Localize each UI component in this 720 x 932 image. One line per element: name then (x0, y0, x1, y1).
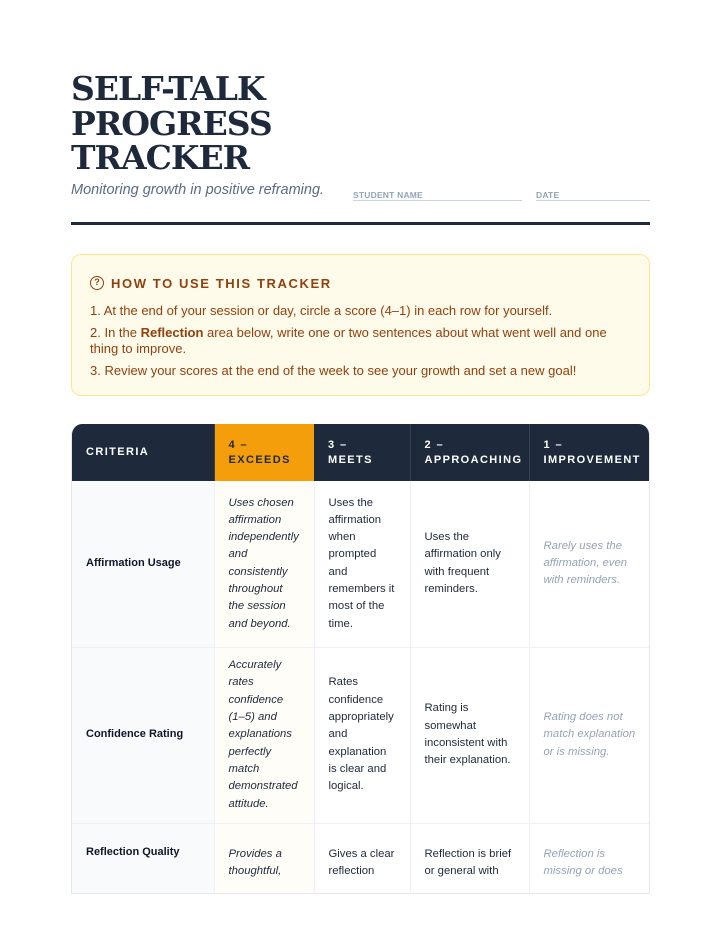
reflection-keyword: Reflection (140, 325, 204, 340)
score-2-cell[interactable]: Reflection is brief or general with (410, 823, 529, 894)
how-to-step: 1. At the end of your session or day, circle a score (4–1) in each row for yourself. (90, 303, 553, 318)
date-field[interactable] (536, 185, 650, 201)
score-2-cell[interactable]: Uses the affirmation only with frequent reminders. (410, 481, 529, 647)
table-row (72, 823, 650, 894)
header-exceeds: 4 – EXCEEDS (214, 424, 314, 481)
rubric-table (71, 424, 650, 894)
score-4-cell[interactable]: Accurately rates confidence (1–5) and explanations perfectly match demonstrated attitude. (214, 647, 314, 823)
how-to-steps (90, 303, 631, 379)
header-divider (71, 222, 650, 225)
how-to-box (71, 254, 650, 396)
table-row (72, 481, 650, 647)
header-approaching: 2 – APPROACHING (410, 424, 529, 481)
how-to-title: HOW TO USE THIS TRACKER (111, 275, 332, 291)
table-row (72, 647, 650, 823)
date-label: DATE (536, 190, 560, 200)
question-circle-icon: ? (90, 276, 104, 290)
score-3-cell[interactable]: Uses the affirmation when prompted and remembers it most of the time. (314, 481, 410, 647)
page-subtitle: Monitoring growth in positive reframing. (71, 182, 325, 198)
table-header-row (72, 424, 650, 481)
page-title: SELF-TALK PROGRESS TRACKER (71, 69, 272, 177)
header-meets: 3 – MEETS (314, 424, 410, 481)
score-1-cell[interactable]: Rating does not match explanation or is missing. (529, 647, 650, 823)
score-1-cell[interactable]: Rarely uses the affirmation, even with reminders. (529, 481, 650, 647)
how-to-header (90, 274, 631, 292)
score-4-cell[interactable]: Uses chosen affirmation independently and consistently throughout the session and beyond. (214, 481, 314, 647)
how-to-step: 2. In the Reflection area below, write one or two sentences about what went well and one thing to improve. (90, 325, 607, 356)
header-criteria: CRITERIA (72, 424, 214, 481)
score-4-cell[interactable]: Provides a thoughtful, (214, 823, 314, 894)
score-1-cell[interactable]: Reflection is missing or does (543, 847, 623, 877)
header-improvement: 1 – IMPROVEMENT (529, 424, 650, 481)
student-name-label: STUDENT NAME (353, 190, 423, 200)
score-3-cell[interactable]: Gives a clear reflection (314, 823, 410, 894)
score-2-cell[interactable]: Rating is somewhat inconsistent with their explanation. (410, 647, 529, 823)
criteria-cell: Affirmation Usage (72, 481, 214, 647)
how-to-step: 3. Review your scores at the end of the week to see your growth and set a new goal! (90, 363, 577, 378)
criteria-cell: Confidence Rating (72, 647, 214, 823)
criteria-cell: Reflection Quality (72, 823, 214, 894)
student-name-field[interactable] (353, 185, 522, 201)
score-3-cell[interactable]: Rates confidence appropriately and explanation is clear and logical. (314, 647, 410, 823)
